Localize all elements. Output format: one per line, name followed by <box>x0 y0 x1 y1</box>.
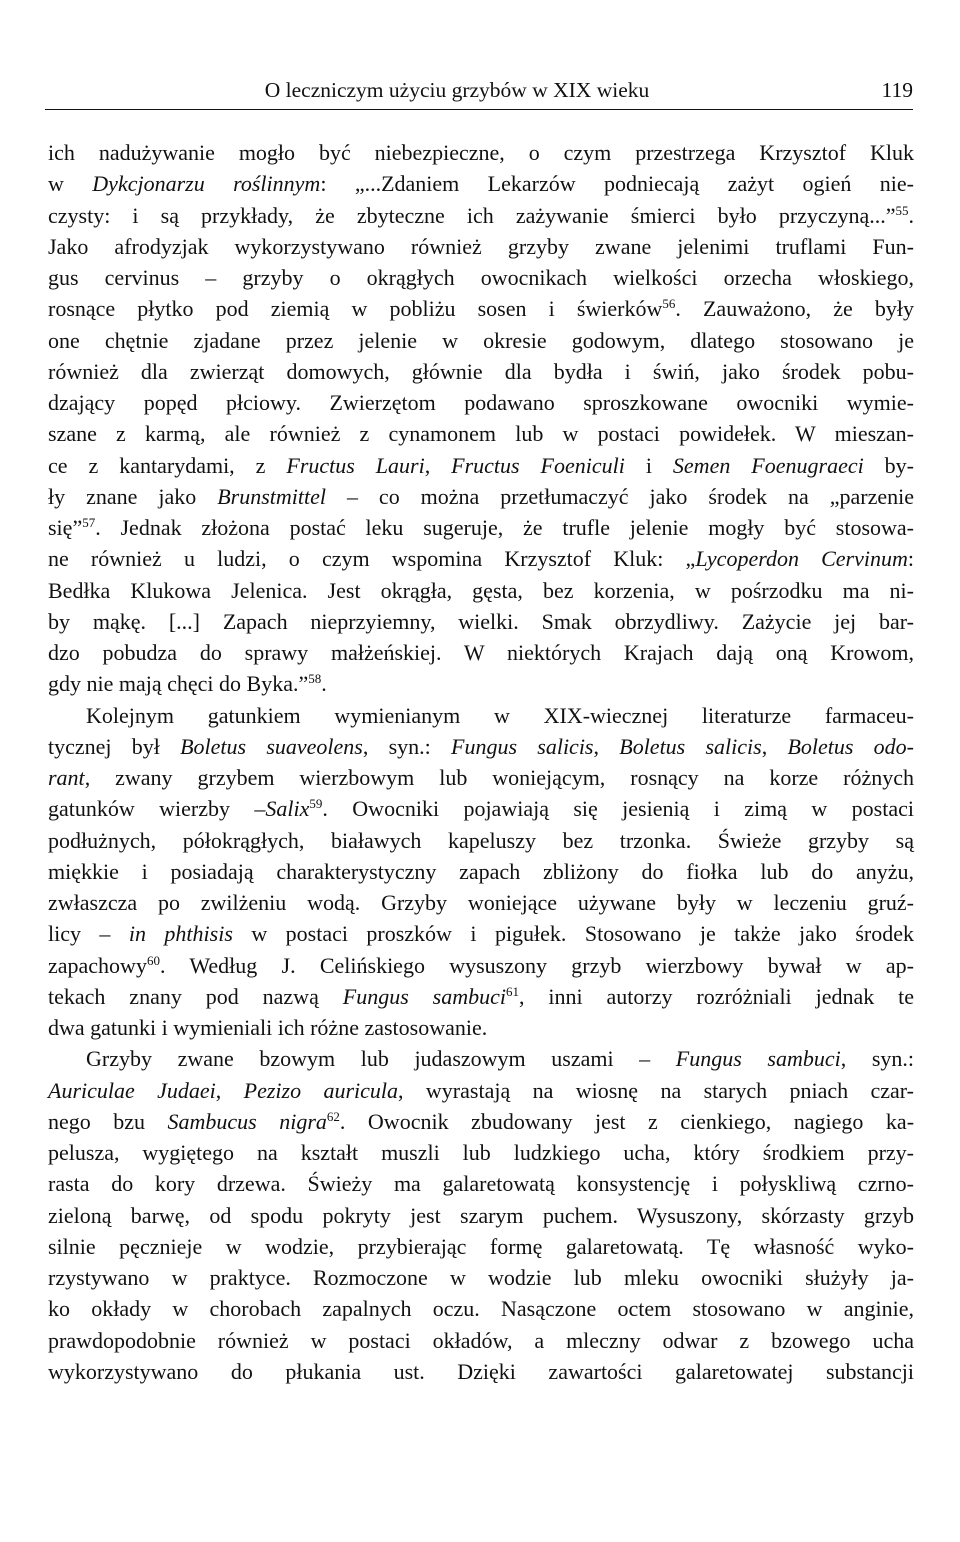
text-line: ły znane jako Brunstmittel – co można przetłumaczyć jako środek na „parzenie <box>48 483 914 509</box>
text-line: tekach znany pod nazwą Fungus sambuci$^{61}$, inni autorzy rozróżniali jednak te <box>48 983 915 1009</box>
text-line: zapachowy$^{60}$. Według J. Celińskiego wysuszony grzyb wierzbowy bywał w ap- <box>48 952 914 978</box>
text-line: się”$^{57}$. Jednak złożona postać leku sugeruje, że trufle jelenie mogły być stosowa- <box>48 515 914 540</box>
text-line: nego bzu Sambucus nigra$^{62}$. Owocnik zbudowany jest z cienkiego, nagiego ka- <box>48 1108 915 1134</box>
text-line: miękkie i posiadają charakterystyczny zapach zbliżony do fiołka lub do anyżu, <box>48 858 914 884</box>
text-line: rosnące płytko pod ziemią w pobliżu sosen i świerków$^{56}$. Zauważono, że były <box>48 296 914 322</box>
text-line: w Dykcjonarzu roślinnym: „...Zdaniem Lekarzów podniecają zażyt ogień nie- <box>48 171 914 197</box>
text-line: by mąkę. [...] Zapach nieprzyiemny, wielki. Smak obrzydliwy. Zażycie jej bar- <box>48 608 914 634</box>
text-line: ich nadużywanie mogło być niebezpieczne, o czym przestrzega Krzysztof Kluk <box>48 140 914 165</box>
page-number: 119 <box>881 78 913 102</box>
text-line: Kolejnym gatunkiem wymienianym w XIX-wiecznej literaturze farmaceu- <box>86 702 914 728</box>
text-line: gdy nie mają chęci do Byka.”$^{58}$. <box>48 671 327 697</box>
text-line: gatunków wierzby –Salix$^{59}$. Owocniki pojawiają się jesienią i zimą w postaci <box>48 796 915 822</box>
text-line: Jako afrodyzjak wykorzystywano również grzyby zwane jelenimi truflami Fun- <box>48 233 914 259</box>
text-line: rzystywano w praktyce. Rozmoczone w wodzie lub mleku owocniki służyły ja- <box>48 1265 914 1290</box>
running-title: O leczniczym użyciu grzybów w XIX wieku <box>264 78 650 102</box>
text-line: zwłaszcza po zwilżeniu wodą. Grzyby woniejące używane były w leczeniu gruź- <box>48 890 914 915</box>
text-line: wykorzystywano do płukania ust. Dzięki zawartości galaretowatej substancji <box>48 1358 914 1384</box>
text-line: czysty: i są przykłady, że zbyteczne ich zażywanie śmierci było przyczyną...”$^{55}$. <box>48 202 914 228</box>
text-line: pelusza, wygiętego na kształt muszli lub ludzkiego ucha, który środkiem przy- <box>48 1140 914 1165</box>
text-line: tycznej był Boletus suaveolens, syn.: Fungus salicis, Boletus salicis, Boletus odo- <box>48 733 915 759</box>
text-line: szane z karmą, ale również z cynamonem lub w postaci powidełek. W mieszan- <box>48 421 914 447</box>
text-line: dzo pobudza do sprawy małżeńskiej. W niektórych Krajach dają oną Krowom, <box>48 640 914 665</box>
text-line: Bedłka Klukowa Jelenica. Jest okrągła, gęsta, bez korzenia, w pośrzodku ma ni- <box>48 577 914 603</box>
text-line: Grzyby zwane bzowym lub judaszowym uszami – Fungus sambuci, syn.: <box>86 1046 914 1072</box>
text-line: licy – in phthisis w postaci proszków i pigułek. Stosowano je także jako środek <box>48 921 914 947</box>
header-rule <box>45 109 913 110</box>
text-line: Auriculae Judaei, Pezizo auricula, wyrastają na wiosnę na starych pniach czar- <box>48 1077 915 1103</box>
text-line: dwa gatunki i wymieniali ich różne zastosowanie. <box>48 1015 488 1040</box>
text-line: zieloną barwę, od spodu pokryty jest szarym puchem. Wysuszony, skórzasty grzyb <box>48 1202 914 1228</box>
running-head <box>45 72 913 108</box>
text-line: również dla zwierząt domowych, głównie dla bydła i świń, jako środek pobu- <box>48 358 914 384</box>
text-line: one chętnie zjadane przez jelenie w okresie godowym, dlatego stosowano je <box>48 327 914 353</box>
text-line: ce z kantarydami, z Fructus Lauri, Fructus Foeniculi i Semen Foenugraeci by- <box>48 452 915 478</box>
text-line: dzający popęd płciowy. Zwierzętom podawano sproszkowane owocniki wymie- <box>48 390 914 415</box>
text-line: silnie pęcznieje w wodzie, przybierając formę galaretowatą. Tę własność wyko- <box>48 1233 914 1259</box>
text-line: rasta do kory drzewa. Świeży ma galaretowatą konsystencję i połyskliwą czrno- <box>48 1171 914 1197</box>
text-line: prawdopodobnie również w postaci okładów, a mleczny odwar z bzowego ucha <box>48 1327 914 1353</box>
text-line: gus cervinus – grzyby o okrągłych owocnikach wielkości orzecha włoskiego, <box>48 265 914 290</box>
text-line: ne również u ludzi, o czym wspomina Krzysztof Kluk: „Lycoperdon Cervinum: <box>48 546 915 572</box>
text-line: ko okłady w chorobach zapalnych oczu. Nasączone octem stosowano w anginie, <box>48 1296 914 1322</box>
text-line: rant, zwany grzybem wierzbowym lub woniejącym, rosnący na korze różnych <box>48 765 914 790</box>
body-text <box>48 137 914 1387</box>
text-line: podłużnych, półokrągłych, białawych kapeluszy bez trzonka. Świeże grzyby są <box>48 827 914 853</box>
